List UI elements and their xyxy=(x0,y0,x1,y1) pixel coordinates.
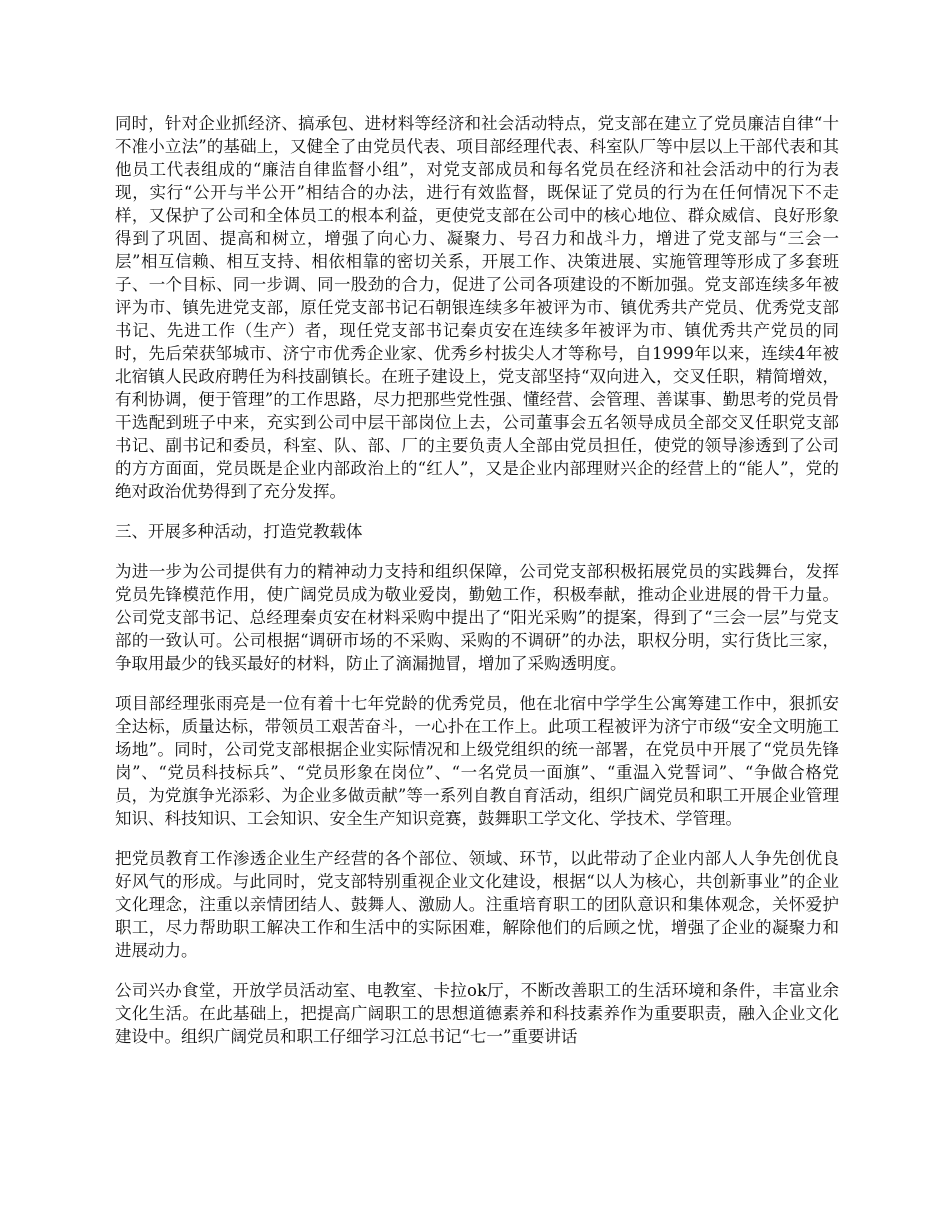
document-body xyxy=(115,112,839,1065)
section-heading-activities: 三、开展多种活动，打造党教载体 xyxy=(115,522,363,541)
paragraph-sunshine-procurement: 为进一步为公司提供有力的精神动力支持和组织保障，公司党支部积极拓展党员的实践舞台，发挥党员先锋模范作用，使广阔党员成为敬业爱岗，勤勉工作，积极奉献，推动企业进展的骨干力量。公司党支部书记、总经理秦贞安在材料采购中提出了“阳光采购”的提案，得到了“三会一层”与党支部的一致认可。公司根据“调研市场的不采购、采购的不调研”的办法，职权分明，实行货比三家，争取用最少的钱买最好的材料，防止了滴漏抛冒，增加了采购透明度。 xyxy=(115,562,839,673)
paragraph-staff-welfare: 公司兴办食堂，开放学员活动室、电教室、卡拉ok厅，不断改善职工的生活环境和条件，丰富业余文化生活。在此基础上，把提高广阔职工的思想道德素养和科技素养作为重要职责，融入企业文化建设中。组织广阔党员和职工仔细学习江总书记“七一”重要讲话 xyxy=(115,981,839,1046)
paragraph-corporate-culture: 把党员教育工作渗透企业生产经营的各个部位、领域、环节，以此带动了企业内部人人争先创优良好风气的形成。与此同时，党支部特别重视企业文化建设，根据“以人为核心，共创新事业”的企业文化理念，注重以亲情团结人、鼓舞人、激励人。注重培育职工的团队意识和集体观念，关怀爱护职工，尽力帮助职工解决工作和生活中的实际困难，解除他们的后顾之忧，增强了企业的凝聚力和进展动力。 xyxy=(115,849,839,960)
paragraph-project-manager: 项目部经理张雨亮是一位有着十七年党龄的优秀党员，他在北宿中学学生公寓筹建工作中，狠抓安全达标，质量达标，带领员工艰苦奋斗，一心扑在工作上。此项工程被评为济宁市级“安全文明施工场地”。同时，公司党支部根据企业实际情况和上级党组织的统一部署，在党员中开展了“党员先锋岗”、“党员科技标兵”、“党员形象在岗位”、“一名党员一面旗”、“重温入党誓词”、“争做合格党员，为党旗争光添彩、为企业多做贡献”等一系列自教自育活动，组织广阔党员和职工开展企业管理知识、科技知识、工会知识、安全生产知识竞赛，鼓舞职工学文化、学技术、学管理。 xyxy=(115,694,839,828)
paragraph-discipline-supervision: 同时，针对企业抓经济、搞承包、进材料等经济和社会活动特点，党支部在建立了党员廉洁自律“十不准小立法”的基础上，又健全了由党员代表、项目部经理代表、科室队厂等中层以上干部代表和其他员工代表组成的“廉洁自律监督小组”，对党支部成员和每名党员在经济和社会活动中的行为表现，实行“公开与半公开”相结合的办法，进行有效监督，既保证了党员的行为在任何情况下不走样，又保护了公司和全体员工的根本利益，更使党支部在公司中的核心地位、群众威信、良好形象得到了巩固、提高和树立，增强了向心力、凝聚力、号召力和战斗力，增进了党支部与“三会一层”相互信赖、相互支持、相依相靠的密切关系，开展工作、决策进展、实施管理等形成了多套班子、一个目标、同一步调、同一股劲的合力，促进了公司各项建设的不断加强。党支部连续多年被评为市、镇先进党支部，原任党支部书记石朝银连续多年被评为市、镇优秀共产党员、优秀党支部书记、先进工作（生产）者，现任党支部书记秦贞安在连续多年被评为市、镇优秀共产党员的同时，先后荣获邹城市、济宁市优秀企业家、优秀乡村拔尖人才等称号，自1999年以来，连续4年被北宿镇人民政府聘任为科技副镇长。在班子建设上，党支部坚持“双向进入，交叉任职，精简增效，有利协调，便于管理”的工作思路，尽力把那些党性强、懂经营、会管理、善谋事、勤思考的党员骨干选配到班子中来，充实到公司中层干部岗位上去，公司董事会五名领导成员全部交叉任职党支部书记、副书记和委员，科室、队、部、厂的主要负责人全部由党员担任，使党的领导渗透到了公司的方方面面，党员既是企业内部政治上的“红人”，又是企业内部理财兴企的经营上的“能人”，党的绝对政治优势得到了充分发挥。 xyxy=(115,114,839,501)
